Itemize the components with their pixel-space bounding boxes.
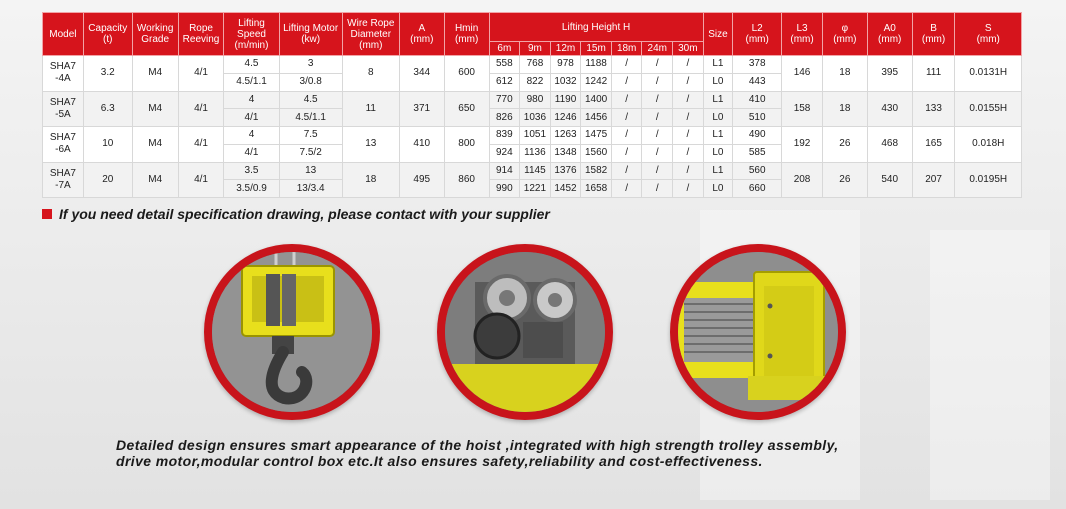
cell-l3: 208	[782, 162, 823, 198]
header-a0: A0 (mm)	[867, 13, 912, 56]
caption-line-1: Detailed design ensures smart appearance of the hoist ,integrated with high strength trolley assembly,	[116, 437, 839, 453]
cell-l3: 192	[782, 127, 823, 163]
motor-drum-illustration	[678, 252, 838, 412]
cell-rope-reeving: 4/1	[178, 91, 224, 127]
specification-table-body	[43, 56, 1022, 198]
cell-lifting-motor: 13	[279, 162, 342, 180]
cell-s: 0.0195H	[955, 162, 1022, 198]
cell-lifting-motor: 7.5/2	[279, 144, 342, 162]
cell-lifting-height: 1242	[581, 73, 612, 91]
cell-lifting-height: 612	[489, 73, 520, 91]
cell-lifting-height: 1036	[520, 109, 551, 127]
cell-s: 0.0155H	[955, 91, 1022, 127]
cell-rope-reeving: 4/1	[178, 127, 224, 163]
cell-lifting-speed: 4.5	[224, 56, 279, 74]
cell-lifting-speed: 4/1	[224, 144, 279, 162]
cell-b: 207	[912, 162, 955, 198]
cell-l2: 490	[733, 127, 782, 145]
cell-l2: 410	[733, 91, 782, 109]
cell-l2: 378	[733, 56, 782, 74]
cell-lifting-height: /	[673, 127, 704, 145]
cell-wire-rope-diameter: 8	[342, 56, 399, 92]
cell-lifting-height: 768	[520, 56, 551, 74]
header-wire-rope-diameter: Wire Rope Diameter (mm)	[342, 13, 399, 56]
cell-working-grade: M4	[132, 91, 178, 127]
cell-lifting-height: /	[673, 162, 704, 180]
cell-size: L0	[703, 109, 733, 127]
cell-lifting-height: 924	[489, 144, 520, 162]
cell-lifting-motor: 7.5	[279, 127, 342, 145]
header-phi: φ (mm)	[822, 13, 867, 56]
cell-lifting-height: 1348	[550, 144, 581, 162]
cell-lifting-height: 1032	[550, 73, 581, 91]
cell-lifting-height: 1263	[550, 127, 581, 145]
cell-lifting-speed: 3.5	[224, 162, 279, 180]
table-row	[43, 91, 1022, 109]
cell-hmin: 600	[444, 56, 489, 92]
cell-lifting-height: 1456	[581, 109, 612, 127]
cell-lifting-height: 1221	[520, 180, 551, 198]
cell-b: 111	[912, 56, 955, 92]
cell-lifting-height: 770	[489, 91, 520, 109]
cell-model: SHA7 -6A	[43, 127, 84, 163]
header-working-grade: Working Grade	[132, 13, 178, 56]
cell-phi: 26	[822, 162, 867, 198]
cell-capacity: 10	[83, 127, 132, 163]
cell-l2: 660	[733, 180, 782, 198]
cell-lifting-height: /	[673, 180, 704, 198]
cell-lifting-height: /	[642, 73, 673, 91]
cell-size: L0	[703, 144, 733, 162]
cell-phi: 18	[822, 56, 867, 92]
cell-lifting-height: /	[611, 180, 642, 198]
cell-size: L1	[703, 162, 733, 180]
cell-lifting-height: 1190	[550, 91, 581, 109]
cell-model: SHA7 -7A	[43, 162, 84, 198]
cell-a0: 430	[867, 91, 912, 127]
cell-capacity: 20	[83, 162, 132, 198]
cell-model: SHA7 -4A	[43, 56, 84, 92]
cell-a: 410	[399, 127, 444, 163]
table-row	[43, 127, 1022, 145]
cell-size: L0	[703, 73, 733, 91]
header-height-18m: 18m	[611, 42, 642, 56]
hook-block-photo	[204, 244, 380, 420]
cell-lifting-height: 1246	[550, 109, 581, 127]
cell-lifting-height: /	[642, 56, 673, 74]
cell-lifting-height: 822	[520, 73, 551, 91]
cell-lifting-height: 1145	[520, 162, 551, 180]
contact-note	[42, 206, 550, 222]
motor-drum-photo	[670, 244, 846, 420]
cell-phi: 18	[822, 91, 867, 127]
cell-size: L1	[703, 56, 733, 74]
header-rope-reeving: Rope Reeving	[178, 13, 224, 56]
header-height-9m: 9m	[520, 42, 551, 56]
header-model: Model	[43, 13, 84, 56]
cell-lifting-motor: 3/0.8	[279, 73, 342, 91]
cell-lifting-motor: 13/3.4	[279, 180, 342, 198]
cell-hmin: 800	[444, 127, 489, 163]
cell-lifting-height: 839	[489, 127, 520, 145]
cell-lifting-height: 1475	[581, 127, 612, 145]
header-height-12m: 12m	[550, 42, 581, 56]
cell-lifting-height: 1658	[581, 180, 612, 198]
cell-lifting-height: /	[611, 127, 642, 145]
feature-caption	[116, 437, 1016, 469]
cell-lifting-height: 1582	[581, 162, 612, 180]
cell-lifting-speed: 3.5/0.9	[224, 180, 279, 198]
cell-lifting-height: 1051	[520, 127, 551, 145]
cell-lifting-motor: 4.5/1.1	[279, 109, 342, 127]
cell-a0: 395	[867, 56, 912, 92]
cell-lifting-height: /	[611, 56, 642, 74]
cell-l2: 443	[733, 73, 782, 91]
cell-capacity: 3.2	[83, 56, 132, 92]
cell-s: 0.0131H	[955, 56, 1022, 92]
cell-lifting-height: /	[642, 180, 673, 198]
cell-lifting-height: 1560	[581, 144, 612, 162]
cell-working-grade: M4	[132, 162, 178, 198]
caption-line-2: drive motor,modular control box etc.It also ensures safety,reliability and cost-effectiveness.	[116, 453, 763, 469]
cell-a: 371	[399, 91, 444, 127]
cell-s: 0.018H	[955, 127, 1022, 163]
cell-phi: 26	[822, 127, 867, 163]
cell-lifting-height: /	[642, 162, 673, 180]
cell-lifting-height: 826	[489, 109, 520, 127]
header-height-6m: 6m	[489, 42, 520, 56]
cell-lifting-height: 1188	[581, 56, 612, 74]
cell-l2: 510	[733, 109, 782, 127]
header-capacity: Capacity (t)	[83, 13, 132, 56]
cell-lifting-height: /	[673, 144, 704, 162]
header-size: Size	[703, 13, 733, 56]
cell-lifting-height: 978	[550, 56, 581, 74]
header-l3: L3 (mm)	[782, 13, 823, 56]
cell-size: L1	[703, 127, 733, 145]
cell-l2: 585	[733, 144, 782, 162]
header-s: S (mm)	[955, 13, 1022, 56]
cell-l2: 560	[733, 162, 782, 180]
header-a: A (mm)	[399, 13, 444, 56]
table-row	[43, 56, 1022, 74]
cell-working-grade: M4	[132, 56, 178, 92]
cell-lifting-height: 980	[520, 91, 551, 109]
cell-lifting-speed: 4.5/1.1	[224, 73, 279, 91]
cell-lifting-height: 1136	[520, 144, 551, 162]
cell-lifting-height: /	[673, 73, 704, 91]
cell-lifting-speed: 4/1	[224, 109, 279, 127]
header-height-24m: 24m	[642, 42, 673, 56]
trolley-illustration	[445, 252, 605, 412]
cell-hmin: 860	[444, 162, 489, 198]
cell-wire-rope-diameter: 18	[342, 162, 399, 198]
cell-rope-reeving: 4/1	[178, 162, 224, 198]
header-l2: L2 (mm)	[733, 13, 782, 56]
table-row	[43, 162, 1022, 180]
header-b: B (mm)	[912, 13, 955, 56]
cell-lifting-height: 1376	[550, 162, 581, 180]
cell-lifting-height: 914	[489, 162, 520, 180]
header-hmin: Hmin (mm)	[444, 13, 489, 56]
cell-size: L1	[703, 91, 733, 109]
cell-b: 165	[912, 127, 955, 163]
cell-lifting-height: /	[611, 73, 642, 91]
cell-b: 133	[912, 91, 955, 127]
cell-a0: 540	[867, 162, 912, 198]
cell-lifting-height: 1400	[581, 91, 612, 109]
cell-lifting-height: /	[642, 91, 673, 109]
cell-lifting-height: /	[611, 91, 642, 109]
cell-wire-rope-diameter: 11	[342, 91, 399, 127]
cell-lifting-height: /	[673, 109, 704, 127]
cell-rope-reeving: 4/1	[178, 56, 224, 92]
cell-lifting-height: 1452	[550, 180, 581, 198]
hook-block-illustration	[212, 252, 372, 412]
cell-a: 344	[399, 56, 444, 92]
cell-working-grade: M4	[132, 127, 178, 163]
cell-lifting-motor: 3	[279, 56, 342, 74]
header-height-15m: 15m	[581, 42, 612, 56]
cell-l3: 146	[782, 56, 823, 92]
contact-note-text: If you need detail specification drawing, please contact with your supplier	[59, 206, 550, 222]
cell-lifting-height: /	[611, 162, 642, 180]
cell-l3: 158	[782, 91, 823, 127]
header-height-30m: 30m	[673, 42, 704, 56]
cell-lifting-height: /	[673, 56, 704, 74]
cell-wire-rope-diameter: 13	[342, 127, 399, 163]
cell-model: SHA7 -5A	[43, 91, 84, 127]
header-lifting-motor: Lifting Motor (kw)	[279, 13, 342, 56]
trolley-wheels-photo	[437, 244, 613, 420]
cell-capacity: 6.3	[83, 91, 132, 127]
cell-lifting-height: /	[611, 109, 642, 127]
cell-size: L0	[703, 180, 733, 198]
specification-table	[42, 12, 1022, 198]
cell-lifting-speed: 4	[224, 91, 279, 109]
header-lifting-height: Lifting Height H	[489, 13, 703, 42]
cell-lifting-height: /	[673, 91, 704, 109]
cell-lifting-motor: 4.5	[279, 91, 342, 109]
cell-a: 495	[399, 162, 444, 198]
cell-lifting-height: 558	[489, 56, 520, 74]
red-square-bullet-icon	[42, 209, 52, 219]
cell-lifting-speed: 4	[224, 127, 279, 145]
cell-lifting-height: 990	[489, 180, 520, 198]
cell-lifting-height: /	[642, 127, 673, 145]
cell-hmin: 650	[444, 91, 489, 127]
cell-lifting-height: /	[611, 144, 642, 162]
header-lifting-speed: Lifting Speed (m/min)	[224, 13, 279, 56]
cell-lifting-height: /	[642, 109, 673, 127]
cell-a0: 468	[867, 127, 912, 163]
cell-lifting-height: /	[642, 144, 673, 162]
